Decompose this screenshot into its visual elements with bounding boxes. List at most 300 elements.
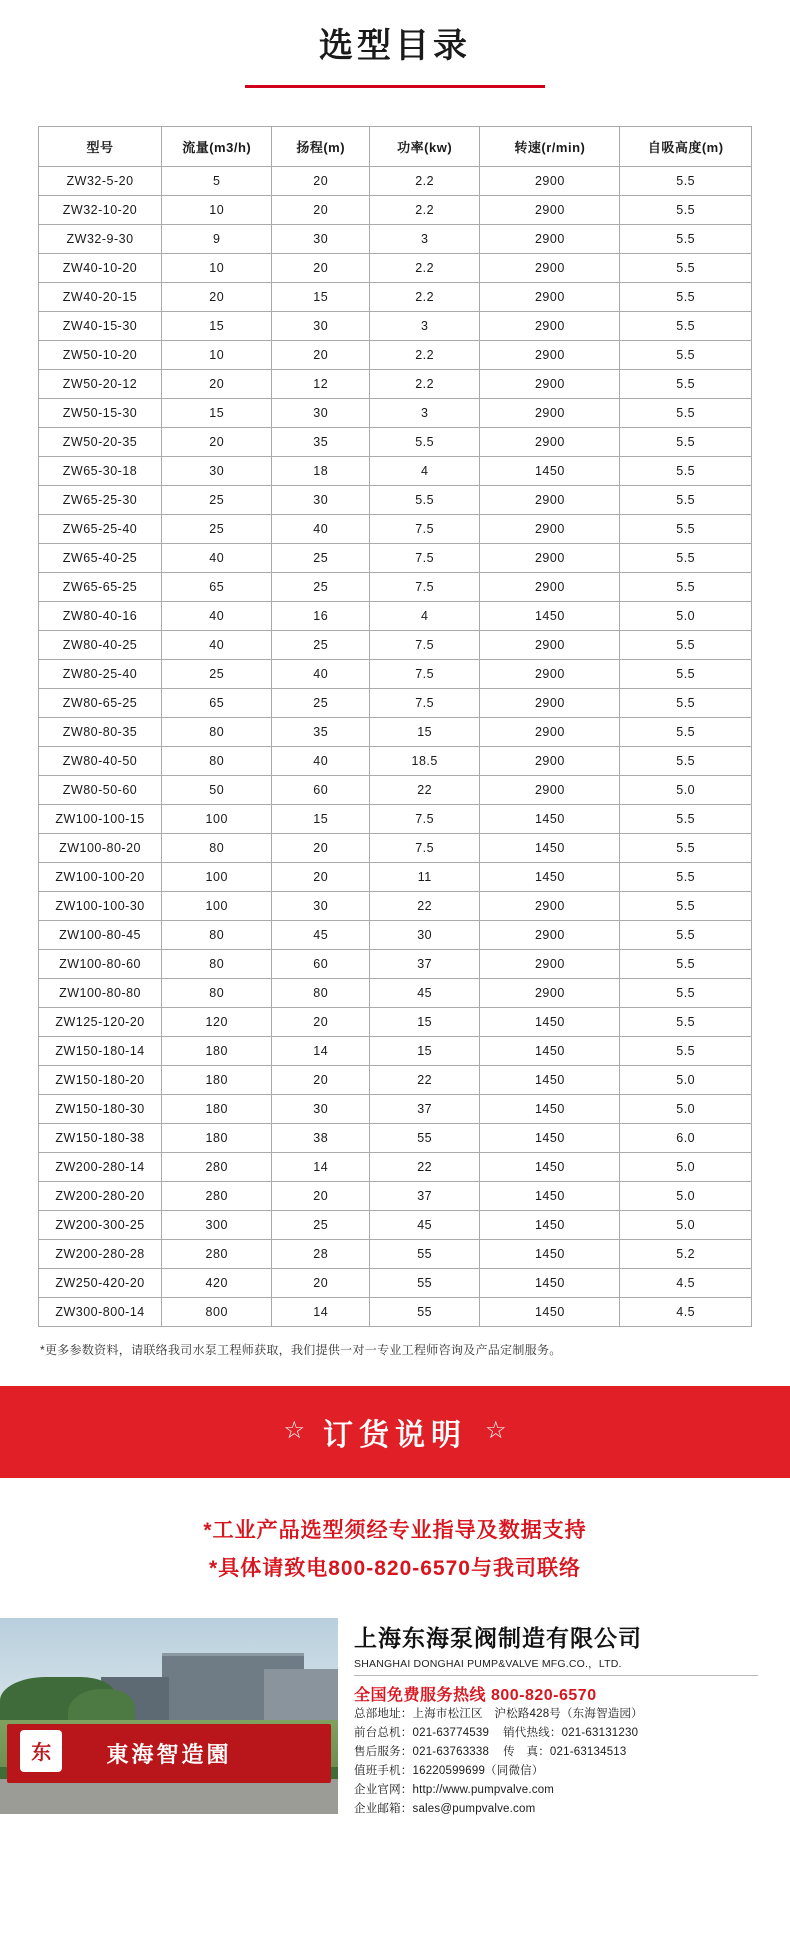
table-row <box>39 1008 752 1037</box>
cell-head: 25 <box>272 631 370 660</box>
cell-model: ZW150-180-20 <box>39 1066 162 1095</box>
contact-label: 传 真： <box>503 1746 550 1758</box>
spec-table-wrap <box>0 88 790 1327</box>
cell-head: 30 <box>272 486 370 515</box>
hotline: 全国免费服务热线 800-820-6570 <box>354 1687 597 1704</box>
website-link[interactable]: http://www.pumpvalve.com <box>412 1784 555 1796</box>
cell-model: ZW200-280-20 <box>39 1182 162 1211</box>
table-row <box>39 283 752 312</box>
cell-suction: 5.5 <box>620 747 752 776</box>
cell-model: ZW100-80-60 <box>39 950 162 979</box>
cell-head: 40 <box>272 747 370 776</box>
cell-power: 55 <box>370 1124 480 1153</box>
cell-suction: 5.5 <box>620 312 752 341</box>
cell-flow: 9 <box>162 225 272 254</box>
contact-label: 售后服务： <box>354 1746 413 1758</box>
table-row <box>39 1240 752 1269</box>
star-icon: ☆ <box>485 1416 507 1444</box>
cell-model: ZW200-300-25 <box>39 1211 162 1240</box>
cell-flow: 80 <box>162 921 272 950</box>
table-row <box>39 1298 752 1327</box>
cell-head: 15 <box>272 805 370 834</box>
cell-model: ZW100-80-20 <box>39 834 162 863</box>
cell-suction: 5.5 <box>620 660 752 689</box>
cell-head: 20 <box>272 167 370 196</box>
cell-flow: 30 <box>162 457 272 486</box>
cell-power: 7.5 <box>370 515 480 544</box>
cell-flow: 80 <box>162 979 272 1008</box>
cell-head: 80 <box>272 979 370 1008</box>
cell-model: ZW80-80-35 <box>39 718 162 747</box>
cell-head: 20 <box>272 341 370 370</box>
cell-model: ZW300-800-14 <box>39 1298 162 1327</box>
cell-model: ZW80-65-25 <box>39 689 162 718</box>
contact-label: 值班手机： <box>354 1765 413 1777</box>
cell-speed: 1450 <box>480 602 620 631</box>
spec-table-body <box>39 167 752 1327</box>
contact-row <box>354 1781 790 1800</box>
table-row <box>39 370 752 399</box>
cell-flow: 80 <box>162 834 272 863</box>
cell-speed: 2900 <box>480 950 620 979</box>
cell-head: 30 <box>272 399 370 428</box>
order-instructions-banner <box>0 1386 790 1478</box>
cell-flow: 80 <box>162 718 272 747</box>
cell-model: ZW100-100-30 <box>39 892 162 921</box>
table-row <box>39 863 752 892</box>
cell-model: ZW100-80-80 <box>39 979 162 1008</box>
cell-speed: 2900 <box>480 341 620 370</box>
cell-suction: 5.5 <box>620 921 752 950</box>
cell-suction: 5.5 <box>620 1037 752 1066</box>
cell-head: 25 <box>272 1211 370 1240</box>
cell-flow: 25 <box>162 660 272 689</box>
cell-model: ZW80-40-16 <box>39 602 162 631</box>
cell-power: 2.2 <box>370 167 480 196</box>
cell-power: 15 <box>370 718 480 747</box>
cell-model: ZW200-280-28 <box>39 1240 162 1269</box>
cell-power: 37 <box>370 1095 480 1124</box>
cell-suction: 5.0 <box>620 1153 752 1182</box>
cell-suction: 5.5 <box>620 834 752 863</box>
contact-value: 021-63774539 <box>412 1727 490 1739</box>
company-logo-icon: 东 <box>20 1730 62 1772</box>
cell-suction: 5.5 <box>620 1008 752 1037</box>
cell-power: 22 <box>370 1153 480 1182</box>
table-row <box>39 718 752 747</box>
cell-model: ZW65-40-25 <box>39 544 162 573</box>
cell-suction: 5.5 <box>620 805 752 834</box>
cell-power: 3 <box>370 225 480 254</box>
cell-flow: 280 <box>162 1153 272 1182</box>
notice-block <box>0 1478 790 1618</box>
cell-model: ZW50-10-20 <box>39 341 162 370</box>
cell-speed: 2900 <box>480 370 620 399</box>
cell-head: 20 <box>272 196 370 225</box>
cell-flow: 20 <box>162 283 272 312</box>
table-row <box>39 1066 752 1095</box>
cell-head: 20 <box>272 1182 370 1211</box>
table-row <box>39 399 752 428</box>
table-row <box>39 1269 752 1298</box>
contact-label: 企业邮箱： <box>354 1803 413 1815</box>
cell-suction: 4.5 <box>620 1269 752 1298</box>
cell-speed: 2900 <box>480 283 620 312</box>
cell-head: 20 <box>272 1269 370 1298</box>
table-row <box>39 950 752 979</box>
cell-suction: 5.5 <box>620 689 752 718</box>
banner-title: 订货说明 <box>323 1419 467 1452</box>
cell-speed: 2900 <box>480 486 620 515</box>
cell-suction: 5.5 <box>620 370 752 399</box>
cell-suction: 5.5 <box>620 892 752 921</box>
cell-flow: 180 <box>162 1124 272 1153</box>
contact-value: 上海市松江区 沪松路428号（东海智造园） <box>412 1708 643 1720</box>
cell-speed: 1450 <box>480 1008 620 1037</box>
table-row <box>39 1124 752 1153</box>
table-row <box>39 1095 752 1124</box>
cell-speed: 1450 <box>480 834 620 863</box>
cell-flow: 10 <box>162 341 272 370</box>
table-row <box>39 428 752 457</box>
table-row <box>39 602 752 631</box>
table-row <box>39 979 752 1008</box>
cell-suction: 5.5 <box>620 254 752 283</box>
column-header-power: 功率(kw) <box>370 127 480 167</box>
cell-suction: 5.5 <box>620 399 752 428</box>
cell-model: ZW40-10-20 <box>39 254 162 283</box>
cell-model: ZW32-9-30 <box>39 225 162 254</box>
cell-speed: 2900 <box>480 515 620 544</box>
contact-label: 企业官网： <box>354 1784 413 1796</box>
table-row <box>39 196 752 225</box>
cell-speed: 1450 <box>480 1211 620 1240</box>
star-icon: ☆ <box>283 1416 305 1444</box>
cell-model: ZW65-25-30 <box>39 486 162 515</box>
photo-sign-text: 東海智造園 <box>106 1741 232 1767</box>
cell-suction: 5.5 <box>620 341 752 370</box>
cell-speed: 2900 <box>480 747 620 776</box>
cell-suction: 5.0 <box>620 602 752 631</box>
cell-model: ZW200-280-14 <box>39 1153 162 1182</box>
cell-flow: 120 <box>162 1008 272 1037</box>
cell-flow: 180 <box>162 1095 272 1124</box>
cell-power: 55 <box>370 1298 480 1327</box>
cell-flow: 420 <box>162 1269 272 1298</box>
cell-speed: 2900 <box>480 892 620 921</box>
cell-suction: 5.5 <box>620 544 752 573</box>
photo-path <box>0 1779 338 1814</box>
cell-speed: 2900 <box>480 428 620 457</box>
contact-row <box>354 1800 790 1819</box>
table-row <box>39 341 752 370</box>
table-row <box>39 805 752 834</box>
table-row <box>39 457 752 486</box>
cell-power: 2.2 <box>370 370 480 399</box>
cell-power: 4 <box>370 602 480 631</box>
cell-power: 3 <box>370 312 480 341</box>
cell-head: 14 <box>272 1298 370 1327</box>
notice-line-2: *具体请致电800-820-6570与我司联络 <box>209 1557 581 1580</box>
cell-model: ZW80-40-25 <box>39 631 162 660</box>
cell-speed: 1450 <box>480 1240 620 1269</box>
table-row <box>39 1182 752 1211</box>
cell-speed: 2900 <box>480 921 620 950</box>
cell-flow: 280 <box>162 1240 272 1269</box>
table-row <box>39 312 752 341</box>
table-row <box>39 1153 752 1182</box>
cell-suction: 5.5 <box>620 196 752 225</box>
cell-model: ZW100-100-15 <box>39 805 162 834</box>
cell-head: 25 <box>272 573 370 602</box>
cell-speed: 2900 <box>480 254 620 283</box>
cell-speed: 1450 <box>480 1269 620 1298</box>
cell-power: 22 <box>370 776 480 805</box>
cell-power: 7.5 <box>370 631 480 660</box>
cell-flow: 100 <box>162 892 272 921</box>
cell-model: ZW65-25-40 <box>39 515 162 544</box>
cell-model: ZW150-180-38 <box>39 1124 162 1153</box>
cell-suction: 5.5 <box>620 979 752 1008</box>
table-row <box>39 631 752 660</box>
cell-model: ZW50-20-35 <box>39 428 162 457</box>
cell-flow: 80 <box>162 747 272 776</box>
company-name-en: SHANGHAI DONGHAI PUMP&VALVE MFG.CO.，LTD. <box>354 1656 758 1676</box>
cell-flow: 5 <box>162 167 272 196</box>
cell-power: 22 <box>370 1066 480 1095</box>
cell-head: 12 <box>272 370 370 399</box>
cell-head: 40 <box>272 660 370 689</box>
cell-suction: 5.5 <box>620 457 752 486</box>
cell-power: 37 <box>370 950 480 979</box>
table-row <box>39 544 752 573</box>
cell-flow: 280 <box>162 1182 272 1211</box>
notice-line-1: *工业产品选型须经专业指导及数据支持 <box>203 1519 587 1542</box>
cell-model: ZW65-65-25 <box>39 573 162 602</box>
cell-head: 25 <box>272 689 370 718</box>
cell-speed: 2900 <box>480 225 620 254</box>
cell-flow: 80 <box>162 950 272 979</box>
table-row <box>39 1211 752 1240</box>
cell-power: 15 <box>370 1008 480 1037</box>
column-header-flow: 流量(m3/h) <box>162 127 272 167</box>
cell-power: 55 <box>370 1240 480 1269</box>
cell-suction: 5.5 <box>620 167 752 196</box>
table-header-row <box>39 127 752 167</box>
cell-flow: 800 <box>162 1298 272 1327</box>
cell-power: 7.5 <box>370 573 480 602</box>
contact-row <box>354 1743 790 1762</box>
page-title: 选型目录 <box>319 27 471 65</box>
cell-model: ZW50-15-30 <box>39 399 162 428</box>
cell-flow: 25 <box>162 486 272 515</box>
cell-head: 20 <box>272 1066 370 1095</box>
table-row <box>39 254 752 283</box>
cell-speed: 1450 <box>480 1182 620 1211</box>
cell-flow: 100 <box>162 805 272 834</box>
contact-row <box>354 1724 790 1743</box>
cell-suction: 5.5 <box>620 950 752 979</box>
cell-power: 37 <box>370 1182 480 1211</box>
cell-power: 2.2 <box>370 283 480 312</box>
contact-label: 前台总机： <box>354 1727 413 1739</box>
cell-model: ZW50-20-12 <box>39 370 162 399</box>
cell-suction: 5.5 <box>620 225 752 254</box>
cell-model: ZW150-180-14 <box>39 1037 162 1066</box>
cell-head: 25 <box>272 544 370 573</box>
cell-power: 11 <box>370 863 480 892</box>
cell-power: 2.2 <box>370 254 480 283</box>
table-row <box>39 660 752 689</box>
cell-power: 7.5 <box>370 544 480 573</box>
table-row <box>39 776 752 805</box>
cell-suction: 5.5 <box>620 486 752 515</box>
cell-power: 5.5 <box>370 486 480 515</box>
cell-suction: 5.5 <box>620 573 752 602</box>
cell-suction: 4.5 <box>620 1298 752 1327</box>
cell-model: ZW100-80-45 <box>39 921 162 950</box>
cell-suction: 5.2 <box>620 1240 752 1269</box>
cell-model: ZW125-120-20 <box>39 1008 162 1037</box>
cell-model: ZW65-30-18 <box>39 457 162 486</box>
cell-model: ZW40-15-30 <box>39 312 162 341</box>
cell-speed: 2900 <box>480 573 620 602</box>
cell-flow: 15 <box>162 312 272 341</box>
cell-flow: 15 <box>162 399 272 428</box>
cell-power: 15 <box>370 1037 480 1066</box>
cell-flow: 300 <box>162 1211 272 1240</box>
cell-power: 7.5 <box>370 805 480 834</box>
table-row <box>39 167 752 196</box>
cell-flow: 25 <box>162 515 272 544</box>
cell-speed: 2900 <box>480 167 620 196</box>
cell-head: 40 <box>272 515 370 544</box>
cell-flow: 40 <box>162 544 272 573</box>
cell-head: 20 <box>272 834 370 863</box>
cell-model: ZW150-180-30 <box>39 1095 162 1124</box>
table-row <box>39 834 752 863</box>
table-row <box>39 892 752 921</box>
cell-power: 7.5 <box>370 660 480 689</box>
contact-row <box>354 1762 790 1781</box>
cell-speed: 1450 <box>480 863 620 892</box>
table-row <box>39 689 752 718</box>
contact-value: 021-63131230 <box>561 1727 639 1739</box>
cell-head: 30 <box>272 892 370 921</box>
cell-head: 45 <box>272 921 370 950</box>
cell-flow: 50 <box>162 776 272 805</box>
cell-speed: 2900 <box>480 312 620 341</box>
table-row <box>39 921 752 950</box>
cell-power: 3 <box>370 399 480 428</box>
table-row <box>39 1037 752 1066</box>
cell-power: 45 <box>370 979 480 1008</box>
cell-speed: 1450 <box>480 1037 620 1066</box>
cell-speed: 2900 <box>480 631 620 660</box>
footer-info <box>338 1618 790 1819</box>
cell-speed: 2900 <box>480 718 620 747</box>
cell-suction: 5.5 <box>620 718 752 747</box>
email-link[interactable]: sales@pumpvalve.com <box>412 1803 536 1815</box>
column-header-model: 型号 <box>39 127 162 167</box>
cell-power: 5.5 <box>370 428 480 457</box>
cell-flow: 65 <box>162 689 272 718</box>
cell-flow: 100 <box>162 863 272 892</box>
cell-flow: 180 <box>162 1037 272 1066</box>
cell-power: 55 <box>370 1269 480 1298</box>
cell-suction: 5.5 <box>620 283 752 312</box>
cell-model: ZW40-20-15 <box>39 283 162 312</box>
column-header-speed: 转速(r/min) <box>480 127 620 167</box>
table-row <box>39 515 752 544</box>
cell-head: 60 <box>272 950 370 979</box>
cell-suction: 5.0 <box>620 1095 752 1124</box>
cell-flow: 40 <box>162 631 272 660</box>
cell-flow: 20 <box>162 370 272 399</box>
cell-model: ZW32-10-20 <box>39 196 162 225</box>
cell-head: 14 <box>272 1153 370 1182</box>
cell-head: 15 <box>272 283 370 312</box>
cell-power: 7.5 <box>370 834 480 863</box>
cell-head: 20 <box>272 1008 370 1037</box>
cell-power: 2.2 <box>370 196 480 225</box>
factory-photo <box>0 1618 338 1814</box>
cell-speed: 2900 <box>480 196 620 225</box>
contact-label: 总部地址： <box>354 1708 413 1720</box>
cell-flow: 20 <box>162 428 272 457</box>
table-row <box>39 486 752 515</box>
cell-speed: 1450 <box>480 1066 620 1095</box>
cell-power: 18.5 <box>370 747 480 776</box>
cell-head: 35 <box>272 428 370 457</box>
cell-model: ZW80-50-60 <box>39 776 162 805</box>
cell-flow: 10 <box>162 254 272 283</box>
cell-head: 30 <box>272 312 370 341</box>
cell-head: 30 <box>272 1095 370 1124</box>
cell-speed: 2900 <box>480 979 620 1008</box>
cell-flow: 10 <box>162 196 272 225</box>
cell-speed: 1450 <box>480 1153 620 1182</box>
cell-head: 16 <box>272 602 370 631</box>
cell-power: 4 <box>370 457 480 486</box>
table-row <box>39 747 752 776</box>
cell-suction: 5.5 <box>620 631 752 660</box>
cell-speed: 2900 <box>480 399 620 428</box>
cell-power: 30 <box>370 921 480 950</box>
contact-label: 销代热线： <box>503 1727 562 1739</box>
cell-suction: 5.5 <box>620 863 752 892</box>
cell-flow: 180 <box>162 1066 272 1095</box>
cell-head: 28 <box>272 1240 370 1269</box>
cell-head: 20 <box>272 863 370 892</box>
cell-head: 14 <box>272 1037 370 1066</box>
contact-value: 16220599699（同微信） <box>412 1765 544 1777</box>
column-header-suction: 自吸高度(m) <box>620 127 752 167</box>
table-row <box>39 573 752 602</box>
cell-flow: 40 <box>162 602 272 631</box>
spec-table <box>38 126 752 1327</box>
cell-speed: 2900 <box>480 544 620 573</box>
cell-model: ZW250-420-20 <box>39 1269 162 1298</box>
cell-head: 18 <box>272 457 370 486</box>
cell-head: 20 <box>272 254 370 283</box>
cell-model: ZW100-100-20 <box>39 863 162 892</box>
cell-head: 35 <box>272 718 370 747</box>
cell-power: 22 <box>370 892 480 921</box>
cell-speed: 2900 <box>480 689 620 718</box>
cell-flow: 65 <box>162 573 272 602</box>
contact-row <box>354 1705 790 1724</box>
